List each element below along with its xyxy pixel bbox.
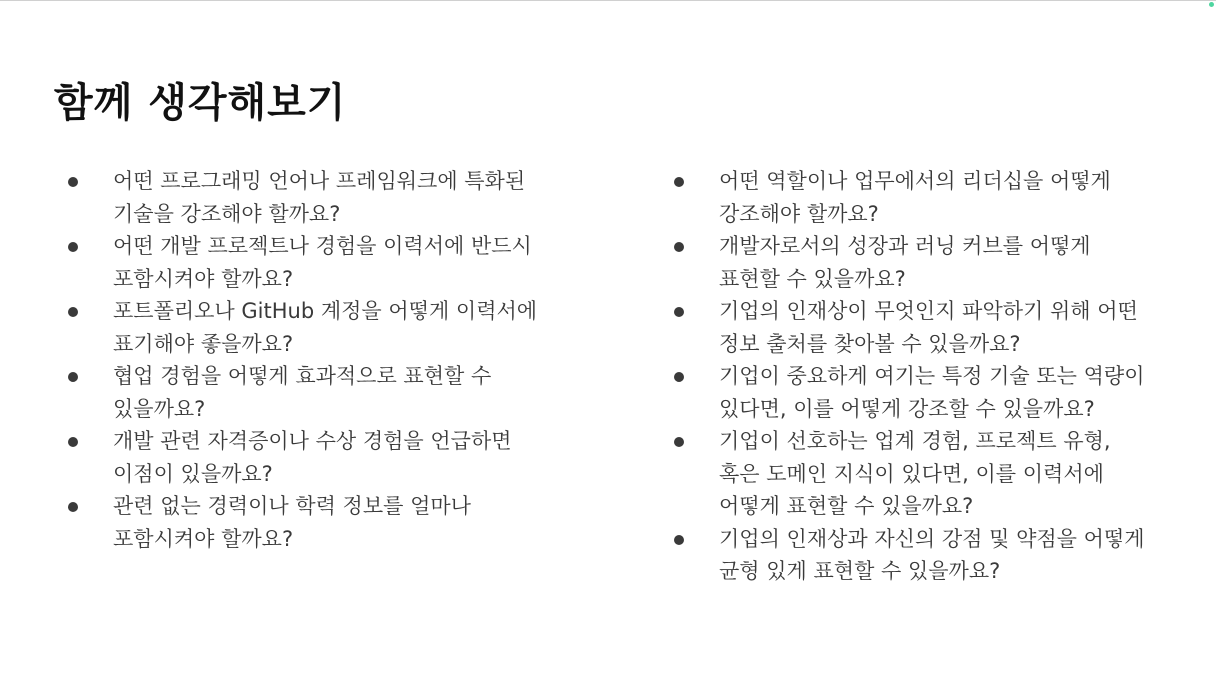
bullet-item [66,165,566,230]
bullet-item [66,295,566,360]
bullet-line: 기업의 인재상과 자신의 강점 및 약점을 어떻게 [719,526,1145,551]
bullet-item [672,295,1172,360]
bullet-line: 개발자로서의 성장과 러닝 커브를 어떻게 [719,234,1091,258]
bullet-line: 균형 있게 표현할 수 있을까요? [719,559,1001,583]
bullet-icon [68,242,78,252]
bullet-item [66,360,566,425]
bullet-line: 기업이 중요하게 여기는 특정 기술 또는 역량이 [719,364,1145,388]
bullet-icon [674,307,684,317]
bullet-line: 기술을 강조해야 할까요? [113,201,341,226]
bullet-item [672,425,1172,523]
bullet-item [66,490,566,555]
bullet-line: 이점이 있을까요? [113,461,273,486]
bullet-line: 관련 없는 경력이나 학력 정보를 얼마나 [113,494,471,518]
bullet-line: 강조해야 할까요? [719,201,879,226]
bullet-icon [68,307,78,317]
bullet-icon [674,242,684,252]
bullet-line: 어떤 역할이나 업무에서의 리더십을 어떻게 [719,169,1111,193]
bullet-line: 포트폴리오나 GitHub 계정을 어떻게 이력서에 [113,299,538,323]
bullet-line: 표기해야 좋을까요? [113,331,294,356]
bullet-icon [674,437,684,447]
bullet-icon [674,372,684,382]
bullet-icon [68,372,78,382]
bullet-item [672,165,1172,230]
slide-title: 함께 생각해보기 [54,80,347,126]
left-bullet-list [66,165,566,555]
bullet-line: 정보 출처를 찾아볼 수 있을까요? [719,331,1021,356]
bullet-icon [68,437,78,447]
bullet-line: 협업 경험을 어떻게 효과적으로 표현할 수 [113,364,492,388]
bullet-line: 기업이 선호하는 업계 경험, 프로젝트 유형, [719,429,1111,453]
right-bullet-list [672,165,1172,588]
bullet-line: 어떤 프로그래밍 언어나 프레임워크에 특화된 [113,169,526,193]
bullet-item [672,360,1172,425]
bullet-icon [68,177,78,187]
bullet-item [672,523,1172,588]
bullet-line: 표현할 수 있을까요? [719,266,906,291]
bullet-line: 있을까요? [113,396,206,421]
bullet-icon [674,177,684,187]
bullet-item [66,425,566,490]
bullet-line: 혹은 도메인 지식이 있다면, 이를 이력서에 [719,461,1104,486]
bullet-item [672,230,1172,295]
bullet-line: 포함시켜야 할까요? [113,526,294,551]
bullet-item [66,230,566,295]
bullet-line: 기업의 인재상이 무엇인지 파악하기 위해 어떤 [719,299,1138,323]
bullet-icon [674,535,684,545]
bullet-icon [68,502,78,512]
corner-indicator [1209,2,1214,7]
bullet-line: 포함시켜야 할까요? [113,266,294,291]
bullet-line: 어떻게 표현할 수 있을까요? [719,494,974,518]
bullet-line: 있다면, 이를 어떻게 강조할 수 있을까요? [719,396,1095,421]
bullet-line: 개발 관련 자격증이나 수상 경험을 언급하면 [113,429,512,453]
bullet-line: 어떤 개발 프로젝트나 경험을 이력서에 반드시 [113,234,532,258]
